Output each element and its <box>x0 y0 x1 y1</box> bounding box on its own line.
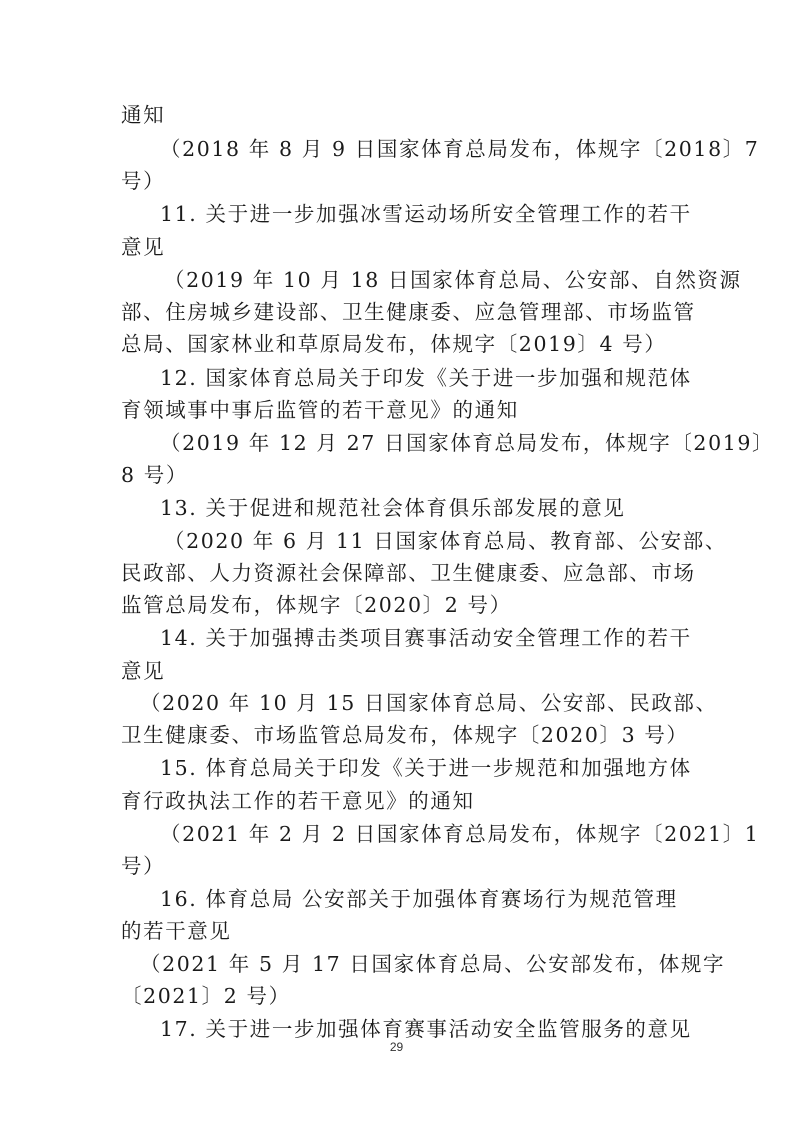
text-line: 育行政执法工作的若干意见》的通知 <box>121 789 475 813</box>
text-line: 意见 <box>121 235 166 259</box>
text-line: 监管总局发布，体规字〔2020〕2 号） <box>121 593 512 617</box>
text-line: 8 号） <box>121 463 188 487</box>
text-line: 11. 关于进一步加强冰雪运动场所安全管理工作的若干 <box>160 202 692 226</box>
text-line: 14. 关于加强搏击类项目赛事活动安全管理工作的若干 <box>160 626 692 650</box>
text-line: 通知 <box>121 103 166 127</box>
text-line: 号） <box>121 169 166 193</box>
text-line: （2018 年 8 月 9 日国家体育总局发布，体规字〔2018〕7 <box>160 137 760 161</box>
text-line: 12. 国家体育总局关于印发《关于进一步加强和规范体 <box>160 366 692 390</box>
text-line: （2021 年 2 月 2 日国家体育总局发布，体规字〔2021〕1 <box>160 822 760 846</box>
text-line: （2019 年 12 月 27 日国家体育总局发布，体规字〔2019〕 <box>160 431 775 455</box>
text-line: 17. 关于进一步加强体育赛事活动安全监管服务的意见 <box>160 1017 692 1041</box>
text-line: 号） <box>121 854 166 878</box>
text-line: 15. 体育总局关于印发《关于进一步规范和加强地方体 <box>160 756 692 780</box>
text-line: （2020 年 10 月 15 日国家体育总局、公安部、民政部、 <box>140 691 718 715</box>
text-line: 的若干意见 <box>121 919 232 943</box>
text-line: 总局、国家林业和草原局发布，体规字〔2019〕4 号） <box>121 332 667 356</box>
page-number: 29 <box>389 1040 404 1054</box>
text-line: 育领域事中事后监管的若干意见》的通知 <box>121 398 519 422</box>
text-line: （2019 年 10 月 18 日国家体育总局、公安部、自然资源 <box>164 268 742 292</box>
text-line: 民政部、人力资源社会保障部、卫生健康委、应急部、市场 <box>121 561 696 585</box>
text-line: （2021 年 5 月 17 日国家体育总局、公安部发布，体规字 <box>140 952 726 976</box>
text-line: 16. 体育总局 公安部关于加强体育赛场行为规范管理 <box>160 887 678 911</box>
text-line: 卫生健康委、市场监管总局发布，体规字〔2020〕3 号） <box>121 723 689 747</box>
text-line: 13. 关于促进和规范社会体育俱乐部发展的意见 <box>160 496 626 520</box>
text-line: 〔2021〕2 号） <box>121 984 291 1008</box>
text-line: （2020 年 6 月 11 日国家体育总局、教育部、公安部、 <box>164 529 727 553</box>
text-line: 意见 <box>121 659 166 683</box>
text-line: 部、住房城乡建设部、卫生健康委、应急管理部、市场监管 <box>121 300 696 324</box>
